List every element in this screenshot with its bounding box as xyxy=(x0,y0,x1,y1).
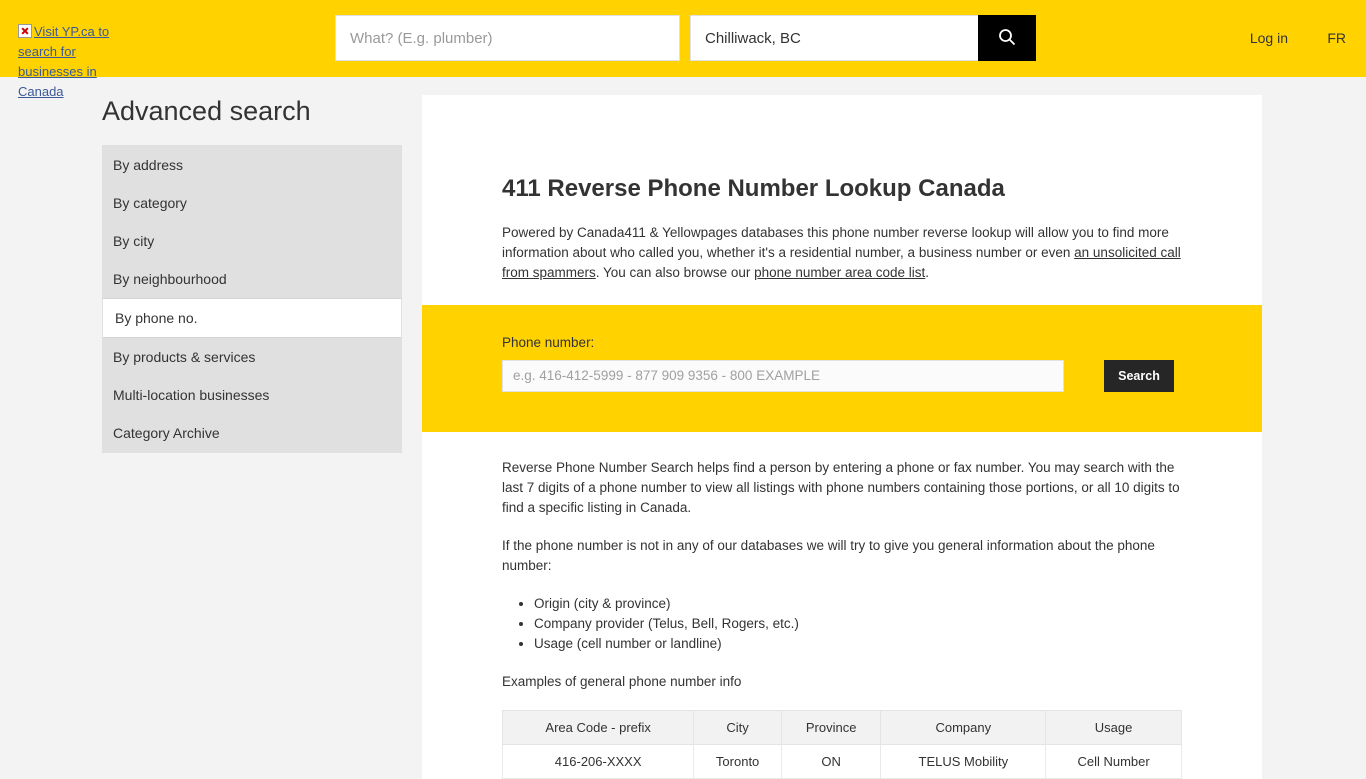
sidebar-item-by-category[interactable]: By category xyxy=(113,195,187,211)
list-item-origin: • Origin (city & province) xyxy=(534,594,1182,614)
column-company: Company xyxy=(881,710,1046,744)
sidebar-item-by-address[interactable]: By address xyxy=(113,157,184,173)
phone-number-input[interactable] xyxy=(502,360,1064,392)
search-icon xyxy=(997,27,1017,47)
cell-province: ON xyxy=(781,744,881,778)
table-head xyxy=(503,710,1182,744)
paragraph-general-info: If the phone number is not in any of our databases we will try to give you general information about the phone number: xyxy=(502,537,1155,573)
list-item-usage: • Usage (cell number or landline) xyxy=(534,634,1182,654)
page-title: Advanced search xyxy=(102,96,311,126)
column-city: City xyxy=(694,710,782,744)
phone-search-panel xyxy=(422,305,1262,432)
spam-call-link[interactable]: an unsolicited call from spammers xyxy=(502,244,1181,280)
login-link[interactable]: Log in xyxy=(1249,30,1288,46)
sidebar-list xyxy=(102,145,402,453)
body-copy-section xyxy=(422,432,1262,779)
examples-title: Examples of general phone number info xyxy=(502,673,742,689)
site-logo-link[interactable] xyxy=(18,22,118,102)
list-item-company-provider: • Company provider (Telus, Bell, Rogers, etc.) xyxy=(534,614,1182,634)
cell-company: TELUS Mobility xyxy=(881,744,1046,778)
sidebar-item-category-archive[interactable]: Category Archive xyxy=(113,425,220,441)
cell-area-code-prefix: 416-206-XXXX xyxy=(503,744,694,778)
search-where-input[interactable] xyxy=(690,15,980,61)
main-content xyxy=(422,95,1262,779)
phone-search-button[interactable]: Search xyxy=(1104,360,1174,392)
table-row xyxy=(503,744,1182,778)
sidebar-item-by-phone-no[interactable]: By phone no. xyxy=(103,298,401,338)
column-usage: Usage xyxy=(1046,710,1182,744)
table-header-row xyxy=(503,710,1182,744)
language-toggle-link[interactable]: FR xyxy=(1327,30,1346,46)
column-area-code-prefix: Area Code - prefix xyxy=(503,710,694,744)
table-body xyxy=(503,744,1182,778)
cell-city: Toronto xyxy=(694,744,782,778)
general-info-list xyxy=(502,594,1182,654)
sidebar-item-by-neighbourhood[interactable]: By neighbourhood xyxy=(113,271,227,287)
column-province: Province xyxy=(781,710,881,744)
phone-search-row xyxy=(502,360,1182,392)
advanced-search-sidebar xyxy=(102,95,402,453)
paragraph-search-help: Reverse Phone Number Search helps find a person by entering a phone or fax number. You may search with the last 7 digits of a phone number to view all listings with phone numbers containing those portions, or all 10 digits to find a specific listing in Canada. xyxy=(502,459,1180,515)
site-logo-alt-text: Visit YP.ca to search for businesses in Canada xyxy=(18,24,110,99)
intro-text-1: Powered by Canada411 & Yellowpages databases this phone number reverse lookup will allow you to find more information about who called you, whether it's a residential number, a business number or even xyxy=(502,224,1169,260)
phone-number-label: Phone number: xyxy=(502,334,595,350)
site-header xyxy=(0,0,1366,99)
search-what-input[interactable] xyxy=(335,15,680,61)
examples-table xyxy=(502,710,1182,779)
intro-paragraph xyxy=(502,223,1182,283)
sidebar-item-multi-location-businesses[interactable]: Multi-location businesses xyxy=(113,387,270,403)
intro-text-3: . xyxy=(925,264,930,280)
cell-usage: Cell Number xyxy=(1046,744,1182,778)
header-search-button[interactable] xyxy=(978,15,1036,61)
broken-image-icon xyxy=(18,24,32,38)
content-heading: 411 Reverse Phone Number Lookup Canada xyxy=(502,174,1005,202)
area-code-list-link[interactable]: phone number area code list xyxy=(754,264,926,280)
intro-section xyxy=(422,95,1262,305)
sidebar-item-by-city[interactable]: By city xyxy=(113,233,155,249)
intro-text-2: . You can also browse our xyxy=(595,264,755,280)
sidebar-item-by-products-services[interactable]: By products & services xyxy=(113,349,256,365)
